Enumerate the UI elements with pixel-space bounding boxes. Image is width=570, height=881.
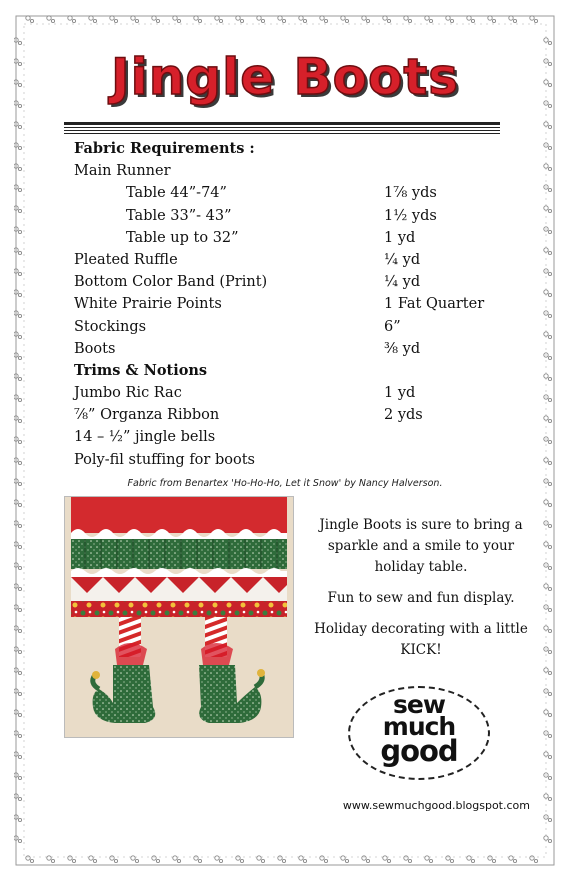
requirement-value: 1½ yds xyxy=(384,207,437,224)
logo-text-line: good xyxy=(380,734,458,768)
requirement-row xyxy=(74,360,504,382)
description-paragraph: Fun to sew and fun display. xyxy=(327,590,515,606)
requirement-label: Table up to 32” xyxy=(126,229,239,246)
requirement-value: 6” xyxy=(384,318,401,335)
requirement-label: Poly-fil stuffing for boots xyxy=(74,451,255,468)
requirement-label: Table 33”- 43” xyxy=(126,207,232,224)
requirement-row xyxy=(74,293,504,315)
requirement-row xyxy=(74,404,504,426)
requirement-label: Jumbo Ric Rac xyxy=(74,385,182,402)
requirement-row xyxy=(74,138,504,160)
requirement-value: ¼ yd xyxy=(384,251,421,268)
description-text xyxy=(308,515,534,671)
requirement-row xyxy=(74,426,504,448)
requirement-value: 1 yd xyxy=(384,385,416,402)
title-divider-lines xyxy=(64,122,500,136)
page-title: Jingle Boots xyxy=(110,48,460,106)
requirement-label: Main Runner xyxy=(74,163,171,180)
website-url: www.sewmuchgood.blogspot.com xyxy=(342,799,530,812)
requirement-row xyxy=(74,205,504,227)
description-paragraph: Jingle Boots is sure to bring a sparkle and a smile to your holiday table. xyxy=(319,517,523,575)
requirement-row xyxy=(74,382,504,404)
requirements-list xyxy=(74,138,504,471)
requirement-row xyxy=(74,249,504,271)
requirement-label: Boots xyxy=(74,340,116,357)
requirement-label: White Prairie Points xyxy=(74,296,222,313)
requirement-value: 2 yds xyxy=(384,407,423,424)
requirement-label: Table 44”-74” xyxy=(126,185,227,202)
requirement-row xyxy=(74,182,504,204)
product-photo xyxy=(64,496,294,738)
requirement-value: 1 Fat Quarter xyxy=(384,296,485,313)
requirement-row xyxy=(74,449,504,471)
logo-text-line: sew xyxy=(393,690,445,719)
requirement-row xyxy=(74,160,504,182)
logo-text-line: much xyxy=(382,712,456,741)
requirement-label: Stockings xyxy=(74,318,147,335)
requirement-value: ¼ yd xyxy=(384,274,421,291)
requirement-value: 1 yd xyxy=(384,229,416,246)
fabric-credit: Fabric from Benartex 'Ho-Ho-Ho, Let it Snow' by Nancy Halverson. xyxy=(127,478,443,489)
requirement-label: Trims & Notions xyxy=(74,361,208,379)
requirement-row xyxy=(74,227,504,249)
requirement-row xyxy=(74,271,504,293)
description-paragraph: Holiday decorating with a little KICK! xyxy=(314,621,528,658)
requirement-label: Bottom Color Band (Print) xyxy=(74,274,268,291)
requirement-label: Pleated Ruffle xyxy=(74,251,178,268)
requirement-value: 1⅞ yds xyxy=(384,185,437,202)
sew-much-good-logo xyxy=(348,686,490,780)
requirement-row xyxy=(74,316,504,338)
requirement-label: Fabric Requirements : xyxy=(74,140,255,157)
requirement-label: ⅞” Organza Ribbon xyxy=(74,407,220,424)
requirement-label: 14 – ½” jingle bells xyxy=(74,429,216,446)
requirement-row xyxy=(74,338,504,360)
requirement-value: ⅜ yd xyxy=(384,340,421,357)
